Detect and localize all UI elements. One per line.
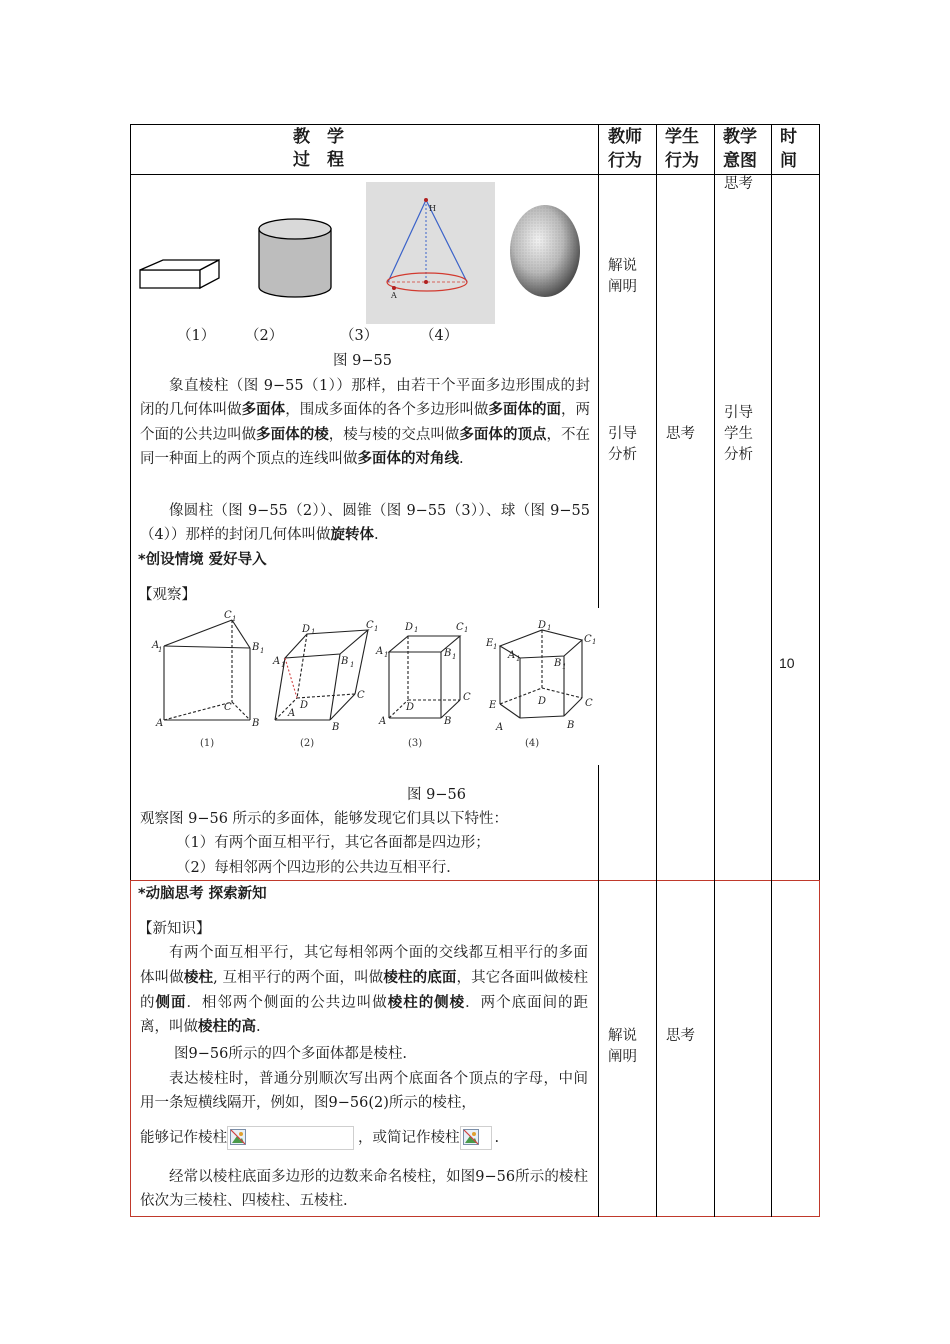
sphere-shape xyxy=(510,205,580,297)
col-divider-4 xyxy=(771,124,772,1217)
header-bottom-border xyxy=(130,174,820,175)
svg-text:D: D xyxy=(405,622,414,633)
svg-text:D: D xyxy=(302,624,311,635)
svg-text:1: 1 xyxy=(592,638,597,646)
svg-text:C: C xyxy=(456,622,464,633)
prism-definition-paragraph: 有两个面互相平行，其它每相邻两个面的交线都互相平行的多面体叫做棱柱, 互相平行的两个面，叫做棱柱的底面，其它各面叫做棱柱的侧面．相邻两个侧面的公共边叫做棱柱的侧棱．两个底面间的距离，叫做棱柱的高. xyxy=(140,945,589,1036)
fig-9-56-caption: 图 9−56 xyxy=(407,787,466,803)
table-left-border-lower xyxy=(130,880,131,1217)
broken-image-icon xyxy=(460,1126,492,1150)
svg-text:A: A xyxy=(156,718,164,729)
svg-text:1: 1 xyxy=(350,661,355,669)
triangular-prism xyxy=(164,620,250,720)
svg-text:C: C xyxy=(366,620,374,631)
svg-text:D: D xyxy=(538,696,547,707)
observe-heading: 【观察】 xyxy=(138,587,196,603)
svg-text:D: D xyxy=(300,700,309,711)
svg-text:1: 1 xyxy=(464,626,469,634)
time-minutes: 10 xyxy=(779,655,795,671)
svg-text:1: 1 xyxy=(547,624,552,632)
intent-guide-analysis: 引导学生分析 xyxy=(724,405,753,463)
fig-9-55-caption: 图 9−55 xyxy=(333,353,392,369)
header-time: 时间 xyxy=(780,127,797,171)
cone-label-a: A xyxy=(391,291,397,300)
cone-label-h: H xyxy=(429,204,436,213)
table-right-border-lower xyxy=(819,880,820,1217)
fig-9-56-prisms xyxy=(140,606,600,756)
observation-item-1: （1）有两个面互相平行，其它各面都是四边形； xyxy=(176,835,490,851)
svg-text:B: B xyxy=(554,658,562,669)
svg-text:A: A xyxy=(376,646,384,657)
svg-text:C: C xyxy=(357,690,365,701)
svg-text:A: A xyxy=(379,716,387,727)
teacher-behavior-explain: 解说阐明 xyxy=(608,258,637,295)
table-left-border xyxy=(130,124,131,881)
fig-9-55-label-2: （2） xyxy=(245,328,284,344)
svg-text:B: B xyxy=(567,720,575,731)
svg-text:B: B xyxy=(444,648,452,659)
svg-text:E: E xyxy=(489,700,497,711)
svg-text:1: 1 xyxy=(232,615,237,623)
svg-text:A: A xyxy=(496,722,504,733)
header-process-line2: 过 程 xyxy=(293,150,344,170)
observation-item-2: （2）每相邻两个四边形的公共边互相平行． xyxy=(176,860,461,876)
new-knowledge-heading: 【新知识】 xyxy=(138,921,211,937)
svg-text:A: A xyxy=(152,640,160,651)
prism-examples-line: 图9−56所示的四个多面体都是棱柱. xyxy=(174,1046,407,1062)
cuboid-shape xyxy=(140,260,219,288)
student-behavior-think: 思考 xyxy=(666,426,695,442)
svg-text:D: D xyxy=(406,702,415,713)
col-divider-3 xyxy=(714,124,715,1217)
svg-text:1: 1 xyxy=(311,628,316,636)
svg-text:A: A xyxy=(288,708,296,719)
prism-naming-paragraph: 经常以棱柱底面多边形的边数来命名棱柱，如图9−56所示的棱柱依次为三棱柱、四棱柱、五棱柱. xyxy=(140,1169,588,1210)
svg-text:C: C xyxy=(463,692,471,703)
svg-text:B: B xyxy=(444,716,452,727)
svg-text:C: C xyxy=(224,610,232,621)
svg-text:1: 1 xyxy=(374,625,379,633)
cone-shape xyxy=(366,182,495,324)
fig-9-55-label-1: （1） xyxy=(177,328,216,344)
rotating-body-paragraph: 像圆柱（图 9−55（2））、圆锥（图 9−55（3））、球（图 9−55（4））那样的封闭几何体叫做旋转体. xyxy=(140,503,590,544)
svg-text:D: D xyxy=(538,620,547,631)
cylinder-shape xyxy=(259,219,331,297)
svg-text:C: C xyxy=(224,702,232,713)
svg-text:C: C xyxy=(585,698,593,709)
broken-image-icon xyxy=(227,1126,354,1150)
svg-text:B: B xyxy=(252,642,260,653)
polyhedron-definition-paragraph: 象直棱柱（图 9−55（1））那样，由若干个平面多边形围成的封闭的几何体叫做多面体，围成多面体的各个多边形叫做多面体的面，两个面的公共边叫做多面体的棱，棱与棱的交点叫做多面体的顶点，不在同一种面上的两个顶点的连线叫做多面体的对角线. xyxy=(140,378,591,467)
col-divider-1 xyxy=(598,124,599,608)
svg-text:C: C xyxy=(584,634,592,645)
fig-9-56-label-3: (3) xyxy=(408,738,423,749)
teacher-behavior-guide: 引导分析 xyxy=(608,426,637,463)
teacher-behavior-explain-2: 解说阐明 xyxy=(608,1028,637,1065)
svg-text:1: 1 xyxy=(260,647,265,655)
svg-text:1: 1 xyxy=(516,655,521,663)
col-divider-1b xyxy=(598,765,599,1217)
fig-9-56-label-4: (4) xyxy=(525,738,540,749)
section-heading-explore: *动脑思考 探索新知 xyxy=(138,886,267,902)
header-teaching-intent: 教学意图 xyxy=(723,127,757,171)
header-teacher-behavior: 教师行为 xyxy=(608,127,642,171)
student-behavior-think-2: 思考 xyxy=(666,1028,695,1044)
svg-text:1: 1 xyxy=(384,651,389,659)
svg-text:E: E xyxy=(486,638,494,649)
observation-intro: 观察图 9−56 所示的多面体，能够发现它们具以下特性： xyxy=(140,811,509,827)
table-top-border xyxy=(130,124,820,125)
svg-text:1: 1 xyxy=(452,653,457,661)
prism-notation-paragraph: 表达棱柱时，普通分别顺次写出两个底面各个顶点的字母，中间用一条短横线隔开，例如，图9−56(2)所示的棱柱， xyxy=(140,1071,588,1112)
oblique-prism xyxy=(275,630,368,720)
svg-text:B: B xyxy=(341,656,349,667)
fig-9-55-label-4: （4） xyxy=(420,328,459,344)
fig-9-56-label-2: (2) xyxy=(300,738,315,749)
svg-text:1: 1 xyxy=(414,626,419,634)
svg-text:1: 1 xyxy=(281,661,286,669)
fig-9-55-shapes xyxy=(135,180,595,330)
table-right-border xyxy=(819,124,820,881)
section-heading-scenario: *创设情境 爱好导入 xyxy=(138,552,267,568)
fig-9-56-label-1: (1) xyxy=(200,738,215,749)
prism-notation-example-line: 能够记作棱柱 ，或简记作棱柱 . xyxy=(140,1126,499,1150)
intent-think-top: 思考 xyxy=(724,176,753,192)
header-student-behavior: 学生行为 xyxy=(665,127,699,171)
svg-text:1: 1 xyxy=(158,646,163,654)
svg-text:1: 1 xyxy=(493,643,498,651)
col-divider-2 xyxy=(656,124,657,1217)
header-process-line1: 教 学 xyxy=(293,127,344,147)
svg-text:B: B xyxy=(252,718,260,729)
svg-text:1: 1 xyxy=(562,663,567,671)
fig-9-55-label-3: （3） xyxy=(340,328,379,344)
svg-text:A: A xyxy=(273,656,281,667)
svg-text:A: A xyxy=(508,650,516,661)
svg-text:B: B xyxy=(332,722,340,733)
table-bottom-border xyxy=(130,1216,820,1217)
row-divider xyxy=(130,880,820,881)
